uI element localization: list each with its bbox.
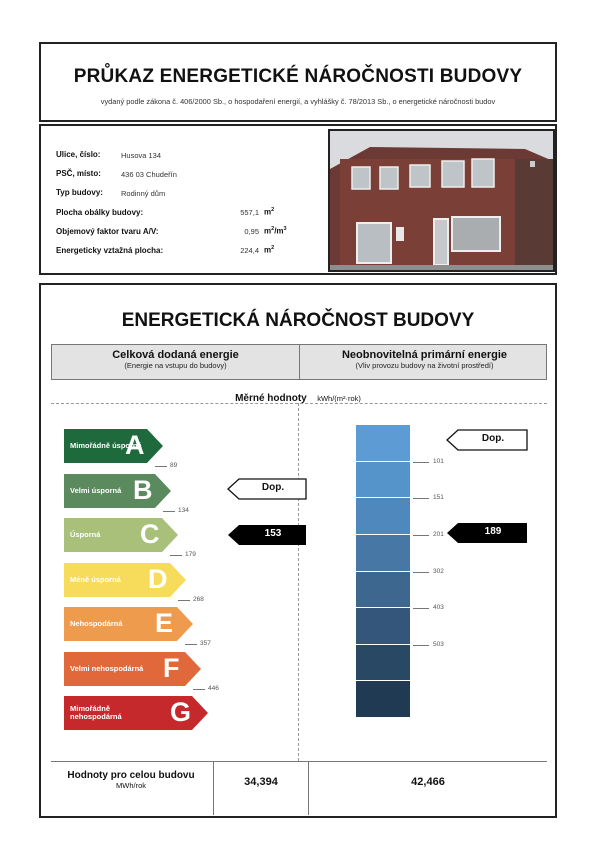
left-threshold-label: 268 xyxy=(193,595,204,603)
energy-performance-title: ENERGETICKÁ NÁROČNOST BUDOVY xyxy=(121,310,475,331)
envelope-unit: $m^2$ xyxy=(264,207,275,217)
left-threshold-label: 89 xyxy=(170,462,178,469)
type-value: Rodinný dům xyxy=(121,189,166,198)
right-column-header xyxy=(301,349,548,370)
building-info-panel xyxy=(39,124,557,275)
right-column-title: Neobnovitelná primární energie xyxy=(341,349,508,361)
left-recommended-marker xyxy=(227,478,307,505)
totals-divider-2 xyxy=(308,762,309,815)
class-name: Nehospodárná xyxy=(70,619,123,629)
totals-unit: MWh/rok xyxy=(116,781,146,790)
reference-area-unit: $m^2$ xyxy=(264,245,275,255)
left-threshold-tick xyxy=(193,689,205,690)
class-letter: B xyxy=(133,474,153,505)
right-total-value: 42,466 xyxy=(411,776,445,788)
right-threshold-tick xyxy=(413,608,429,609)
primary-energy-segment xyxy=(356,645,410,682)
primary-energy-segment xyxy=(356,608,410,645)
envelope-value: 557,1 xyxy=(240,208,259,217)
type-label: Typ budovy: xyxy=(56,188,103,197)
class-letter: A xyxy=(125,430,145,460)
primary-energy-segment xyxy=(356,681,410,718)
left-column-subtitle: (Energie na vstupu do budovy) xyxy=(124,361,227,370)
energy-class-a xyxy=(64,429,163,463)
left-threshold-label: 357 xyxy=(200,640,211,647)
left-threshold-tick xyxy=(178,600,190,601)
totals-label-cell xyxy=(51,770,211,790)
left-value-marker xyxy=(227,524,307,551)
class-letter: E xyxy=(155,608,174,638)
certificate-header xyxy=(39,42,557,122)
left-threshold-tick xyxy=(155,466,167,467)
energy-class-b xyxy=(64,474,171,508)
right-value-text: 189 xyxy=(484,526,502,537)
class-name: Méně úsporná xyxy=(70,574,121,584)
right-threshold-tick xyxy=(413,498,429,499)
right-threshold-label: 302 xyxy=(433,567,444,575)
street-label: Ulice, číslo: xyxy=(56,150,101,159)
left-threshold-tick xyxy=(185,644,197,645)
left-column-header xyxy=(52,349,299,370)
left-column-title: Celková dodaná energie xyxy=(112,349,239,361)
header-divider xyxy=(299,345,300,379)
class-letter: F xyxy=(163,652,180,683)
right-threshold-label: 201 xyxy=(433,530,444,538)
energy-class-d xyxy=(64,563,186,597)
class-name: Úsporná xyxy=(70,530,101,540)
building-photo-drawing xyxy=(330,131,553,270)
energy-class-c xyxy=(64,518,178,552)
right-recommended-marker xyxy=(446,429,528,456)
right-threshold-label: 503 xyxy=(433,640,444,648)
class-letter: D xyxy=(148,563,168,594)
column-divider xyxy=(298,403,299,761)
left-threshold-label: 134 xyxy=(178,506,189,514)
left-threshold-tick xyxy=(170,555,182,556)
building-totals-row xyxy=(51,761,547,815)
right-recommended-text: Dop. xyxy=(481,433,505,444)
right-threshold-tick xyxy=(413,535,429,536)
reference-area-label: Energeticky vztažná plocha: xyxy=(56,246,164,255)
right-value-marker xyxy=(446,522,528,549)
primary-energy-segment xyxy=(356,498,410,535)
totals-label: Hodnoty pro celou budovu xyxy=(67,770,195,781)
primary-energy-segment xyxy=(356,535,410,572)
class-name: Velmi úsporná xyxy=(70,485,122,495)
specific-values-unit: kWh/(m²·rok) xyxy=(317,394,361,403)
right-threshold-tick xyxy=(413,572,429,573)
class-letter: C xyxy=(140,519,160,549)
right-threshold-label: 151 xyxy=(433,494,444,502)
energy-performance-panel xyxy=(39,283,557,818)
left-threshold-label: 179 xyxy=(185,551,196,558)
primary-energy-segment xyxy=(356,572,410,609)
left-value-text: 153 xyxy=(264,528,282,539)
left-threshold-label: 446 xyxy=(208,684,219,692)
right-threshold-tick xyxy=(413,645,429,646)
envelope-label: Plocha obálky budovy: xyxy=(56,208,144,217)
energy-class-g xyxy=(64,696,208,730)
certificate-subtitle: vydaný podle zákona č. 406/2000 Sb., o hospodaření energií, a vyhlášky č. 78/2013 Sb., o energetické náročnosti budov xyxy=(100,97,496,106)
right-threshold-label: 101 xyxy=(433,457,444,465)
left-recommended-text: Dop. xyxy=(261,482,285,493)
primary-energy-segment xyxy=(356,425,410,462)
street-value: Husova 134 xyxy=(121,151,162,160)
class-letter: G xyxy=(170,697,192,727)
class-name: Mimořádně nehospodárná xyxy=(70,704,122,721)
left-threshold-tick xyxy=(163,511,175,512)
totals-divider-1 xyxy=(213,762,214,815)
class-name: Velmi nehospodárná xyxy=(70,663,144,673)
building-photo xyxy=(328,129,555,272)
energy-class-e xyxy=(64,607,193,641)
section-divider xyxy=(51,403,547,404)
shape-factor-label: Objemový faktor tvaru A/V: xyxy=(56,227,159,236)
left-total-value: 34,394 xyxy=(244,776,278,788)
right-threshold-label: 403 xyxy=(433,604,444,612)
primary-energy-segment xyxy=(356,462,410,499)
right-threshold-tick xyxy=(413,462,429,463)
energy-class-f xyxy=(64,652,201,686)
certificate-title: PRŮKAZ ENERGETICKÉ NÁROČNOSTI BUDOVY xyxy=(73,66,523,87)
shape-factor-value: 0,95 xyxy=(244,227,259,236)
right-column-subtitle: (Vliv provozu budovy na životní prostředí) xyxy=(355,361,494,370)
class-name: Mimořádně úsporná xyxy=(70,441,142,451)
specific-values-label: Měrné hodnoty xyxy=(235,393,307,404)
reference-area-value: 224,4 xyxy=(240,246,259,255)
psc-value: 436 03 Chudeřín xyxy=(121,170,177,179)
shape-factor-unit: $m^2/m^3$ xyxy=(264,226,287,236)
psc-label: PSČ, místo: xyxy=(56,169,101,178)
column-headers xyxy=(51,344,547,380)
